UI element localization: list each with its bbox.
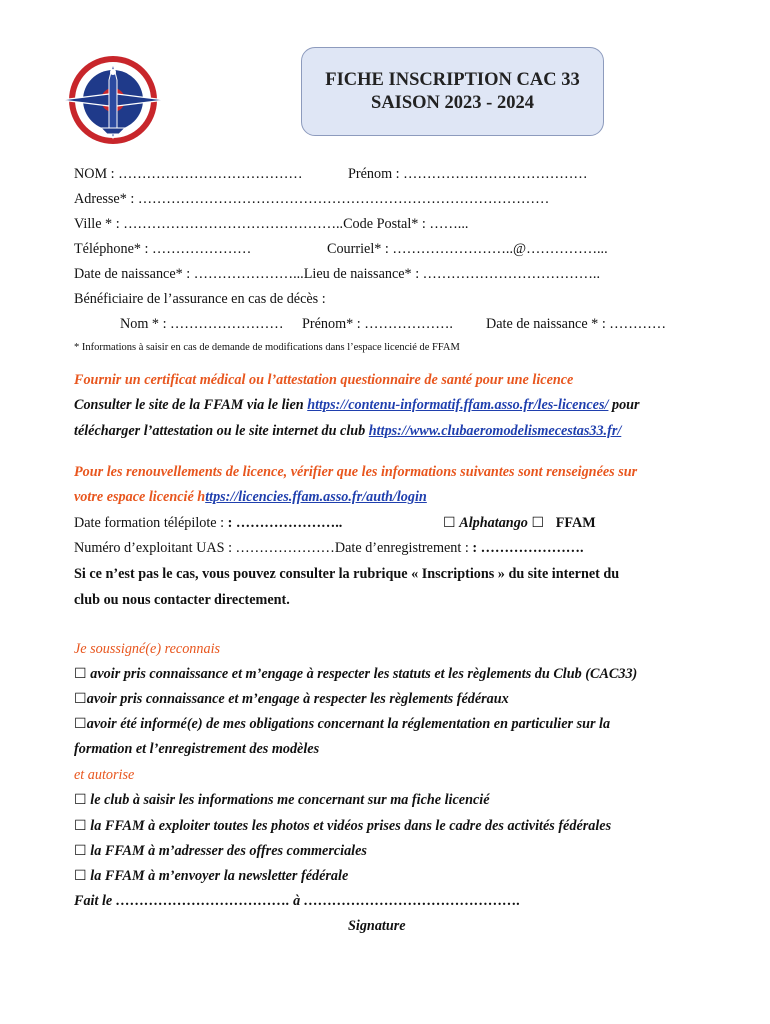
autorise-item-3 bbox=[74, 843, 367, 860]
renouvellement-note-line-2: club ou nous contacter directement. bbox=[74, 592, 290, 608]
autorise-checkbox-2[interactable]: ☐ bbox=[74, 818, 87, 834]
alphatango-label: Alphatango bbox=[459, 515, 528, 531]
title-line-2: SAISON 2023 - 2024 bbox=[371, 92, 534, 113]
uas-row bbox=[74, 540, 584, 557]
formation-date-field[interactable]: : ………………….. bbox=[227, 515, 343, 531]
enregistrement-date-field[interactable]: : …………………. bbox=[472, 540, 584, 556]
reconnais-checkbox-2[interactable]: ☐ bbox=[74, 691, 87, 707]
field-benef-date[interactable]: Date de naissance * : ………… bbox=[486, 316, 667, 332]
alphatango-checkbox[interactable]: ☐ bbox=[443, 515, 456, 531]
renouvellement-note-line-1: Si ce n’est pas le cas, vous pouvez consulter la rubrique « Inscriptions » du site internet du bbox=[74, 566, 620, 582]
reconnais-item-1 bbox=[74, 666, 637, 683]
field-telephone[interactable]: Téléphone* : ………………… bbox=[74, 241, 252, 257]
formation-type-options bbox=[443, 515, 596, 532]
certificat-line-1 bbox=[74, 397, 640, 414]
reconnais-text-3-cont: formation et l’enregistrement des modèles bbox=[74, 741, 320, 757]
signature-label: Signature bbox=[348, 918, 406, 934]
certificat-line-2 bbox=[74, 423, 621, 440]
formation-label: Date formation télépilote : bbox=[74, 515, 228, 531]
field-nom[interactable]: NOM : ………………………………… bbox=[74, 166, 303, 182]
field-ville-code-postal[interactable]: Ville * : ………………………………………..Code Postal* : ……... bbox=[74, 216, 469, 232]
licencies-login-link[interactable]: ttps://licencies.ffam.asso.fr/auth/login bbox=[205, 489, 427, 505]
formation-telepilote-row bbox=[74, 515, 342, 532]
field-naissance[interactable]: Date de naissance* : …………………...Lieu de naissance* : ……………………………….. bbox=[74, 266, 601, 282]
certificat-line-1-text: Consulter le site de la FFAM via le lien bbox=[74, 397, 308, 413]
fait-le-field[interactable]: Fait le ………………………………. à ………………………………………. bbox=[74, 893, 521, 909]
ffam-licences-link[interactable]: https://contenu-informatif.ffam.asso.fr/les-licences/ bbox=[307, 397, 609, 413]
field-benef-prenom[interactable]: Prénom* : ………………. bbox=[302, 316, 453, 332]
ffam-checkbox[interactable]: ☐ bbox=[531, 515, 545, 531]
field-courriel[interactable]: Courriel* : ……………………..@……………... bbox=[327, 241, 608, 257]
autorise-text-2: la FFAM à exploiter toutes les photos et vidéos prises dans le cadre des activités fédérales bbox=[90, 818, 612, 834]
field-prenom[interactable]: Prénom : ………………………………… bbox=[348, 166, 588, 182]
renouvellement-line-2 bbox=[74, 489, 427, 506]
autorise-item-4 bbox=[74, 868, 348, 885]
soussigne-heading: Je soussigné(e) reconnais bbox=[74, 641, 221, 657]
certificat-line-2-text: télécharger l’attestation ou le site internet du club bbox=[74, 423, 369, 439]
autorise-item-2 bbox=[74, 818, 611, 835]
renouvellement-line-2-text: votre espace licencié h bbox=[74, 489, 206, 505]
reconnais-checkbox-3[interactable]: ☐ bbox=[74, 716, 87, 732]
reconnais-checkbox-1[interactable]: ☐ bbox=[74, 666, 87, 682]
autorise-checkbox-1[interactable]: ☐ bbox=[74, 792, 87, 808]
renouvellement-heading: Pour les renouvellements de licence, vérifier que les informations suivantes sont renseignées sur bbox=[74, 464, 638, 480]
club-website-link[interactable]: https://www.clubaeromodelismecestas33.fr/ bbox=[368, 423, 622, 439]
title-box bbox=[301, 47, 604, 136]
autorise-text-3: la FFAM à m’adresser des offres commerciales bbox=[90, 843, 367, 859]
modification-note: * Informations à saisir en cas de demande de modifications dans l’espace licencié de FFAM bbox=[74, 342, 460, 353]
field-adresse[interactable]: Adresse* : …………………………………………………………………………… bbox=[74, 191, 550, 207]
field-benef-nom[interactable]: Nom * : …………………… bbox=[120, 316, 284, 332]
autorise-checkbox-3[interactable]: ☐ bbox=[74, 843, 87, 859]
reconnais-item-2 bbox=[74, 691, 509, 708]
reconnais-text-3: avoir été informé(e) de mes obligations concernant la réglementation en particulier sur la bbox=[86, 716, 611, 732]
beneficiaire-label: Bénéficiaire de l’assurance en cas de décès : bbox=[74, 291, 326, 307]
title-line-1: FICHE INSCRIPTION CAC 33 bbox=[325, 69, 580, 90]
reconnais-text-2: avoir pris connaissance et m’engage à respecter les règlements fédéraux bbox=[86, 691, 509, 707]
ffam-label: FFAM bbox=[555, 515, 596, 531]
uas-label[interactable]: Numéro d’exploitant UAS : …………………Date d’enregistrement : bbox=[74, 540, 473, 556]
autorise-text-1: le club à saisir les informations me concernant sur ma fiche licencié bbox=[90, 792, 490, 808]
autorise-item-1 bbox=[74, 792, 490, 809]
reconnais-item-3 bbox=[74, 716, 610, 733]
certificat-line-1-end: pour bbox=[608, 397, 640, 413]
club-logo bbox=[57, 50, 170, 150]
certificat-heading: Fournir un certificat médical ou l’attestation questionnaire de santé pour une licence bbox=[74, 372, 574, 388]
autorise-checkbox-4[interactable]: ☐ bbox=[74, 868, 87, 884]
reconnais-text-1: avoir pris connaissance et m’engage à respecter les statuts et les règlements du Club (CAC33) bbox=[90, 666, 638, 682]
autorise-heading: et autorise bbox=[74, 767, 135, 783]
autorise-text-4: la FFAM à m’envoyer la newsletter fédérale bbox=[90, 868, 349, 884]
